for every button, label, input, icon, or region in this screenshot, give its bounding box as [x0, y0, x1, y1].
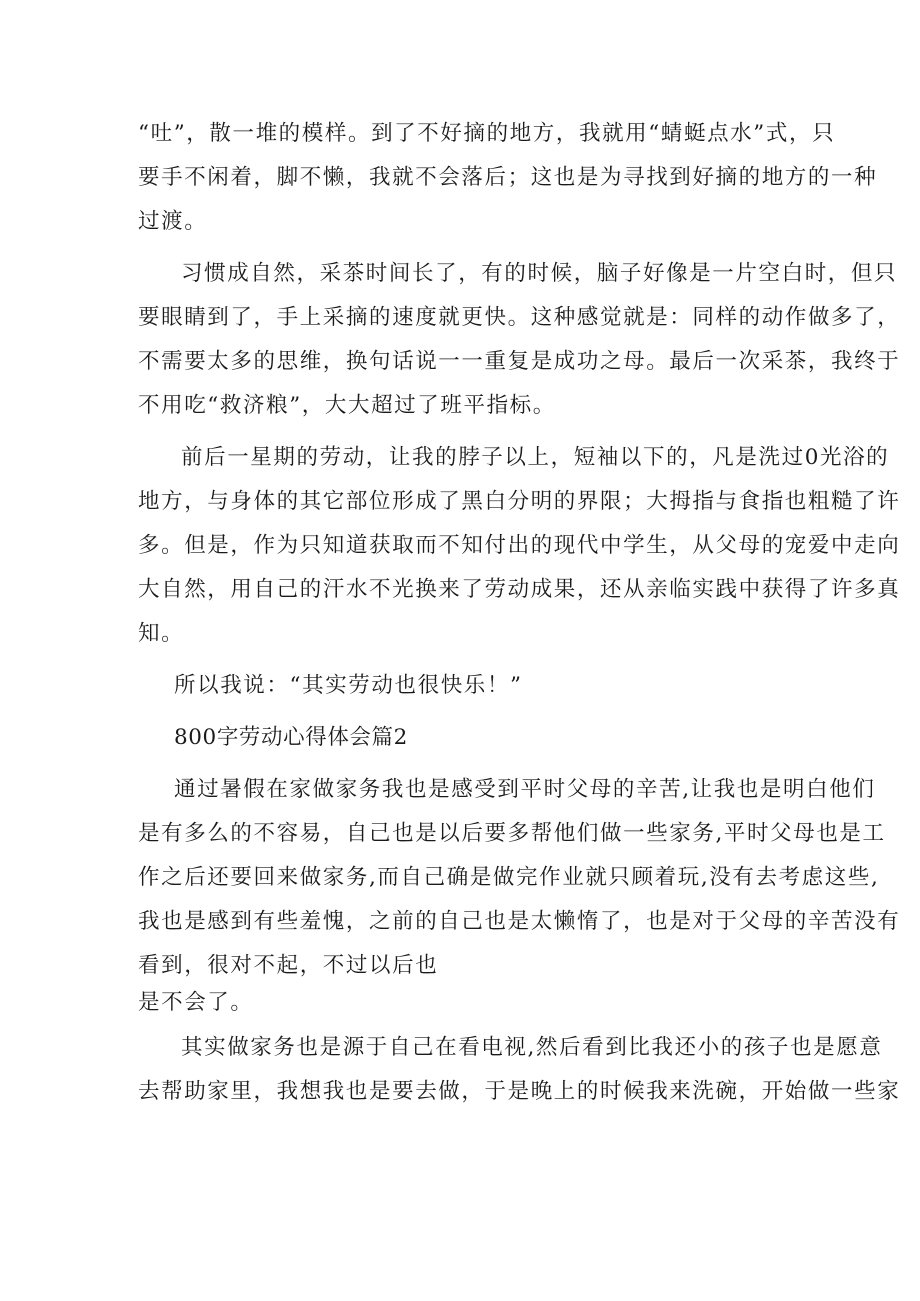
text-line: 是有多么的不容易，自己也是以后要多帮他们做一些家务,平时父母也是工 [138, 821, 886, 846]
text-line: 过渡。 [138, 209, 208, 234]
paragraph-5 [138, 768, 901, 1018]
text-line: 看到，很对不起，不过以后也 [138, 953, 439, 978]
paragraph-1 [138, 112, 878, 244]
paragraph-6 [138, 1026, 901, 1114]
text-line: 地方，与身体的其它部位形成了黑白分明的界限；大拇指与食指也粗糙了许 [138, 489, 901, 514]
text-line: 要眼睛到了，手上采摘的速度就更快。这种感觉就是：同样的动作做多了， [138, 305, 901, 330]
paragraph-4 [138, 664, 798, 708]
text-line: 其实做家务也是源于自己在看电视,然后看到比我还小的孩子也是愿意 [181, 1035, 883, 1060]
text-line: 知。 [138, 621, 185, 646]
document-page [138, 112, 901, 1114]
text-line: 不需要太多的思维，换句话说一一重复是成功之母。最后一次采茶，我终于 [138, 349, 901, 374]
text-line: 是不会了。 [138, 990, 254, 1015]
text-line: 多。但是，作为只知道获取而不知付出的现代中学生，从父母的宠爱中走向 [138, 533, 901, 558]
text-line: 通过暑假在家做家务我也是感受到平时父母的辛苦,让我也是明白他们 [174, 777, 876, 802]
text-line: 大自然，用自己的汗水不光换来了劳动成果，还从亲临实践中获得了许多真 [138, 577, 901, 602]
text-line: 去帮助家里，我想我也是要去做，于是晚上的时候我来洗碗，开始做一些家 [138, 1079, 901, 1104]
text-line: 所以我说：“其实劳动也很快乐！” [174, 673, 523, 698]
text-line: 前后一星期的劳动，让我的脖子以上，短袖以下的，凡是洗过0光浴的 [181, 445, 890, 470]
text-line: 不用吃“救济粮”，大大超过了班平指标。 [138, 393, 556, 418]
paragraph-3 [138, 436, 901, 656]
text-line: “吐”，散一堆的模样。到了不好摘的地方，我就用“蜻蜓点水”式，只 [138, 121, 836, 146]
text-line: 作之后还要回来做家务,而自己确是做完作业就只顾着玩,没有去考虑这些, [138, 865, 880, 890]
text-line: 习惯成自然，采茶时间长了，有的时候，脑子好像是一片空白时，但只 [181, 261, 898, 286]
paragraph-2 [138, 252, 901, 428]
text-line: 我也是感到有些羞愧，之前的自己也是太懒惰了，也是对于父母的辛苦没有 [138, 909, 901, 934]
section-heading: 800字劳动心得体会篇2 [174, 725, 408, 750]
text-line: 要手不闲着，脚不懒，我就不会落后；这也是为寻找到好摘的地方的一种 [138, 165, 878, 190]
